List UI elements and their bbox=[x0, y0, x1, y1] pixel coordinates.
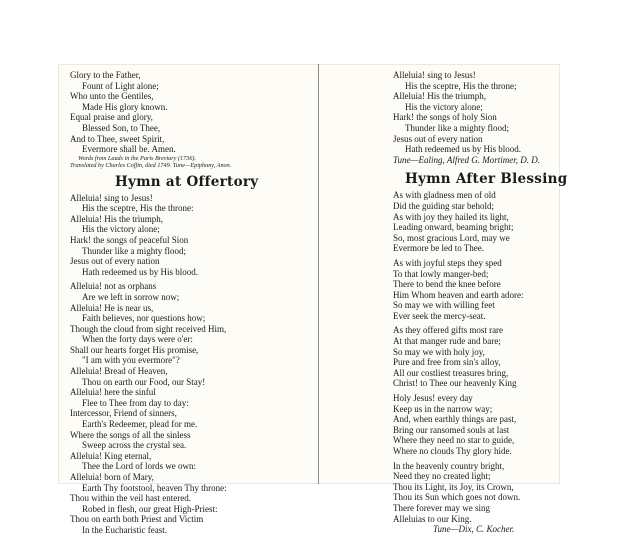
doxology-stanza bbox=[70, 70, 310, 155]
verse-line: Thou within the veil hast entered. bbox=[70, 493, 191, 504]
blessing-stanza-4 bbox=[393, 393, 618, 457]
translation-credit: Translated by Charles Coffin, died 1749. Tune—Epiphany, Anon. bbox=[70, 162, 232, 170]
verse-line: Intercessor, Friend of sinners, bbox=[70, 408, 177, 419]
offertory-stanza-3 bbox=[70, 366, 310, 451]
verse-line: Thee the Lord of lords we own: bbox=[82, 461, 196, 472]
verse-line: His the sceptre, His the throne; bbox=[405, 80, 517, 91]
blessing-stanza-2 bbox=[393, 258, 618, 322]
verse-line: As with gladness men of old bbox=[393, 190, 496, 201]
verse-line: Blessed Son, to Thee, bbox=[82, 122, 161, 133]
blessing-stanza-5 bbox=[393, 461, 618, 525]
verse-line: Robed in flesh, our great High-Priest: bbox=[82, 503, 218, 514]
verse-line: Hath redeemed us by His blood. bbox=[405, 144, 521, 155]
verse-line: Where the songs of all the sinless bbox=[70, 429, 191, 440]
verse-line: Hark! the songs of peaceful Sion bbox=[70, 234, 189, 245]
verse-line: Did the guiding star behold; bbox=[393, 200, 494, 211]
verse-line: Pure and free from sin's alloy, bbox=[393, 357, 501, 368]
verse-line: Alleluia! here the sinful bbox=[70, 387, 156, 398]
verse-line: At that manger rude and bare; bbox=[393, 336, 501, 347]
verse-line: Glory to the Father, bbox=[70, 70, 141, 80]
verse-line: There to bend the knee before bbox=[393, 279, 501, 290]
verse-line: Bring our ransomed souls at last bbox=[393, 424, 510, 435]
verse-line: Hath redeemed us by His blood. bbox=[82, 266, 198, 277]
verse-line: "I am with you evermore"? bbox=[82, 355, 180, 366]
verse-line: In the heavenly country bright, bbox=[393, 460, 505, 471]
verse-line: Though the cloud from sight received Him, bbox=[70, 323, 227, 334]
blessing-stanza-3 bbox=[393, 325, 618, 389]
verse-line: Him Whom heaven and earth adore: bbox=[393, 289, 524, 300]
verse-line: His the victory alone; bbox=[82, 224, 160, 235]
verse-line: Holy Jesus! every day bbox=[393, 393, 473, 404]
verse-line: His the sceptre, His the throne: bbox=[82, 203, 194, 214]
verse-line: Made His glory known. bbox=[82, 101, 168, 112]
after-blessing-tune-credit: Tune—Dix, C. Kocher. bbox=[433, 524, 515, 535]
column-divider bbox=[318, 64, 319, 484]
left-column bbox=[70, 70, 310, 536]
verse-line: Alleluia! not as orphans bbox=[70, 281, 157, 292]
verse-line: Faith believes, nor questions how; bbox=[82, 313, 206, 324]
verse-line: Evermore shall be. Amen. bbox=[82, 144, 176, 155]
verse-line: Thou on earth both Priest and Victim bbox=[70, 514, 204, 525]
verse-line: Where no clouds Thy glory hide. bbox=[393, 446, 512, 456]
verse-line: Thou its Sun which goes not down. bbox=[393, 492, 521, 503]
verse-line: All our costliest treasures bring, bbox=[393, 367, 509, 378]
verse-line: Earth Thy footstool, heaven Thy throne: bbox=[82, 482, 227, 493]
verse-line: Alleluia! He is near us, bbox=[70, 302, 154, 313]
verse-line: As with joyful steps they sped bbox=[393, 257, 502, 268]
verse-line: Alleluia! His the triumph, bbox=[393, 91, 486, 102]
verse-line: Jesus out of every nation bbox=[393, 133, 483, 144]
verse-line: Ever seek the mercy-seat. bbox=[393, 310, 486, 321]
verse-line: Thou its Light, its Joy, its Crown, bbox=[393, 481, 514, 492]
verse-line: So may we with willing feet bbox=[393, 300, 495, 311]
verse-line: And to Thee, sweet Spirit, bbox=[70, 133, 165, 144]
verse-line: Who unto the Gentiles, bbox=[70, 91, 154, 102]
verse-line: Are we left in sorrow now; bbox=[82, 291, 180, 302]
verse-line: Where they need no star to guide, bbox=[393, 435, 515, 446]
verse-line: There forever may we sing bbox=[393, 502, 490, 513]
verse-line: Hark! the songs of holy Sion bbox=[393, 112, 497, 123]
verse-line: Thunder like a mighty flood; bbox=[405, 122, 509, 133]
verse-line: Alleluia! Bread of Heaven, bbox=[70, 366, 168, 377]
verse-line: So may we with holy joy, bbox=[393, 346, 485, 357]
offertory-stanza-5 bbox=[393, 70, 618, 155]
verse-line: Leading onward, beaming bright; bbox=[393, 222, 514, 233]
verse-line: To that lowly manger-bed; bbox=[393, 268, 489, 279]
verse-line: Thou on earth our Food, our Stay! bbox=[82, 376, 206, 387]
verse-line: Alleluia! born of Mary, bbox=[70, 472, 154, 482]
verse-line: Shall our hearts forget His promise, bbox=[70, 344, 199, 355]
verse-line: Earth's Redeemer, plead for me. bbox=[82, 419, 198, 430]
verse-line: In the Eucharistic feast. bbox=[82, 524, 167, 535]
verse-line: Alleluias to our King. bbox=[393, 513, 472, 524]
verse-line: Flee to Thee from day to day: bbox=[82, 397, 189, 408]
offertory-hymn-title: Hymn at Offertory bbox=[115, 173, 259, 190]
verse-line: And, when earthly things are past, bbox=[393, 414, 517, 425]
offertory-tune-credit: Tune—Ealing, Alfred G. Mortimer, D. D. bbox=[393, 154, 541, 165]
verse-line: Alleluia! His the triumph, bbox=[70, 213, 163, 224]
verse-line: As with joy they hailed its light, bbox=[393, 211, 509, 222]
verse-line: Keep us in the narrow way; bbox=[393, 403, 493, 414]
verse-line: Thunder like a mighty flood; bbox=[82, 245, 186, 256]
offertory-stanza-1 bbox=[70, 193, 310, 278]
after-blessing-hymn-title: Hymn After Blessing bbox=[405, 171, 568, 188]
right-column bbox=[393, 70, 618, 535]
verse-line: Christ! to Thee our heavenly King bbox=[393, 378, 517, 389]
verse-line: Alleluia! King eternal, bbox=[70, 450, 152, 461]
verse-line: So, most gracious Lord, may we bbox=[393, 232, 510, 243]
verse-line: When the forty days were o'er: bbox=[82, 334, 193, 345]
verse-line: Jesus out of every nation bbox=[70, 256, 160, 267]
source-credit: Words from Lauds in the Paris Breviary (1736). bbox=[78, 154, 197, 162]
verse-line: Alleluia! sing to Jesus! bbox=[70, 192, 153, 203]
verse-line: Need they no created light; bbox=[393, 471, 491, 482]
verse-line: As they offered gifts most rare bbox=[393, 325, 504, 336]
blessing-stanza-1 bbox=[393, 190, 618, 254]
offertory-stanza-4 bbox=[70, 451, 310, 536]
verse-line: Equal praise and glory, bbox=[70, 112, 153, 123]
offertory-stanza-2 bbox=[70, 281, 310, 366]
verse-line: Fount of Light alone; bbox=[82, 80, 159, 91]
verse-line: Evermore be led to Thee. bbox=[393, 243, 485, 254]
verse-line: Sweep across the crystal sea. bbox=[82, 440, 187, 451]
verse-line: Alleluia! sing to Jesus! bbox=[393, 70, 476, 80]
verse-line: His the victory alone; bbox=[405, 101, 483, 112]
